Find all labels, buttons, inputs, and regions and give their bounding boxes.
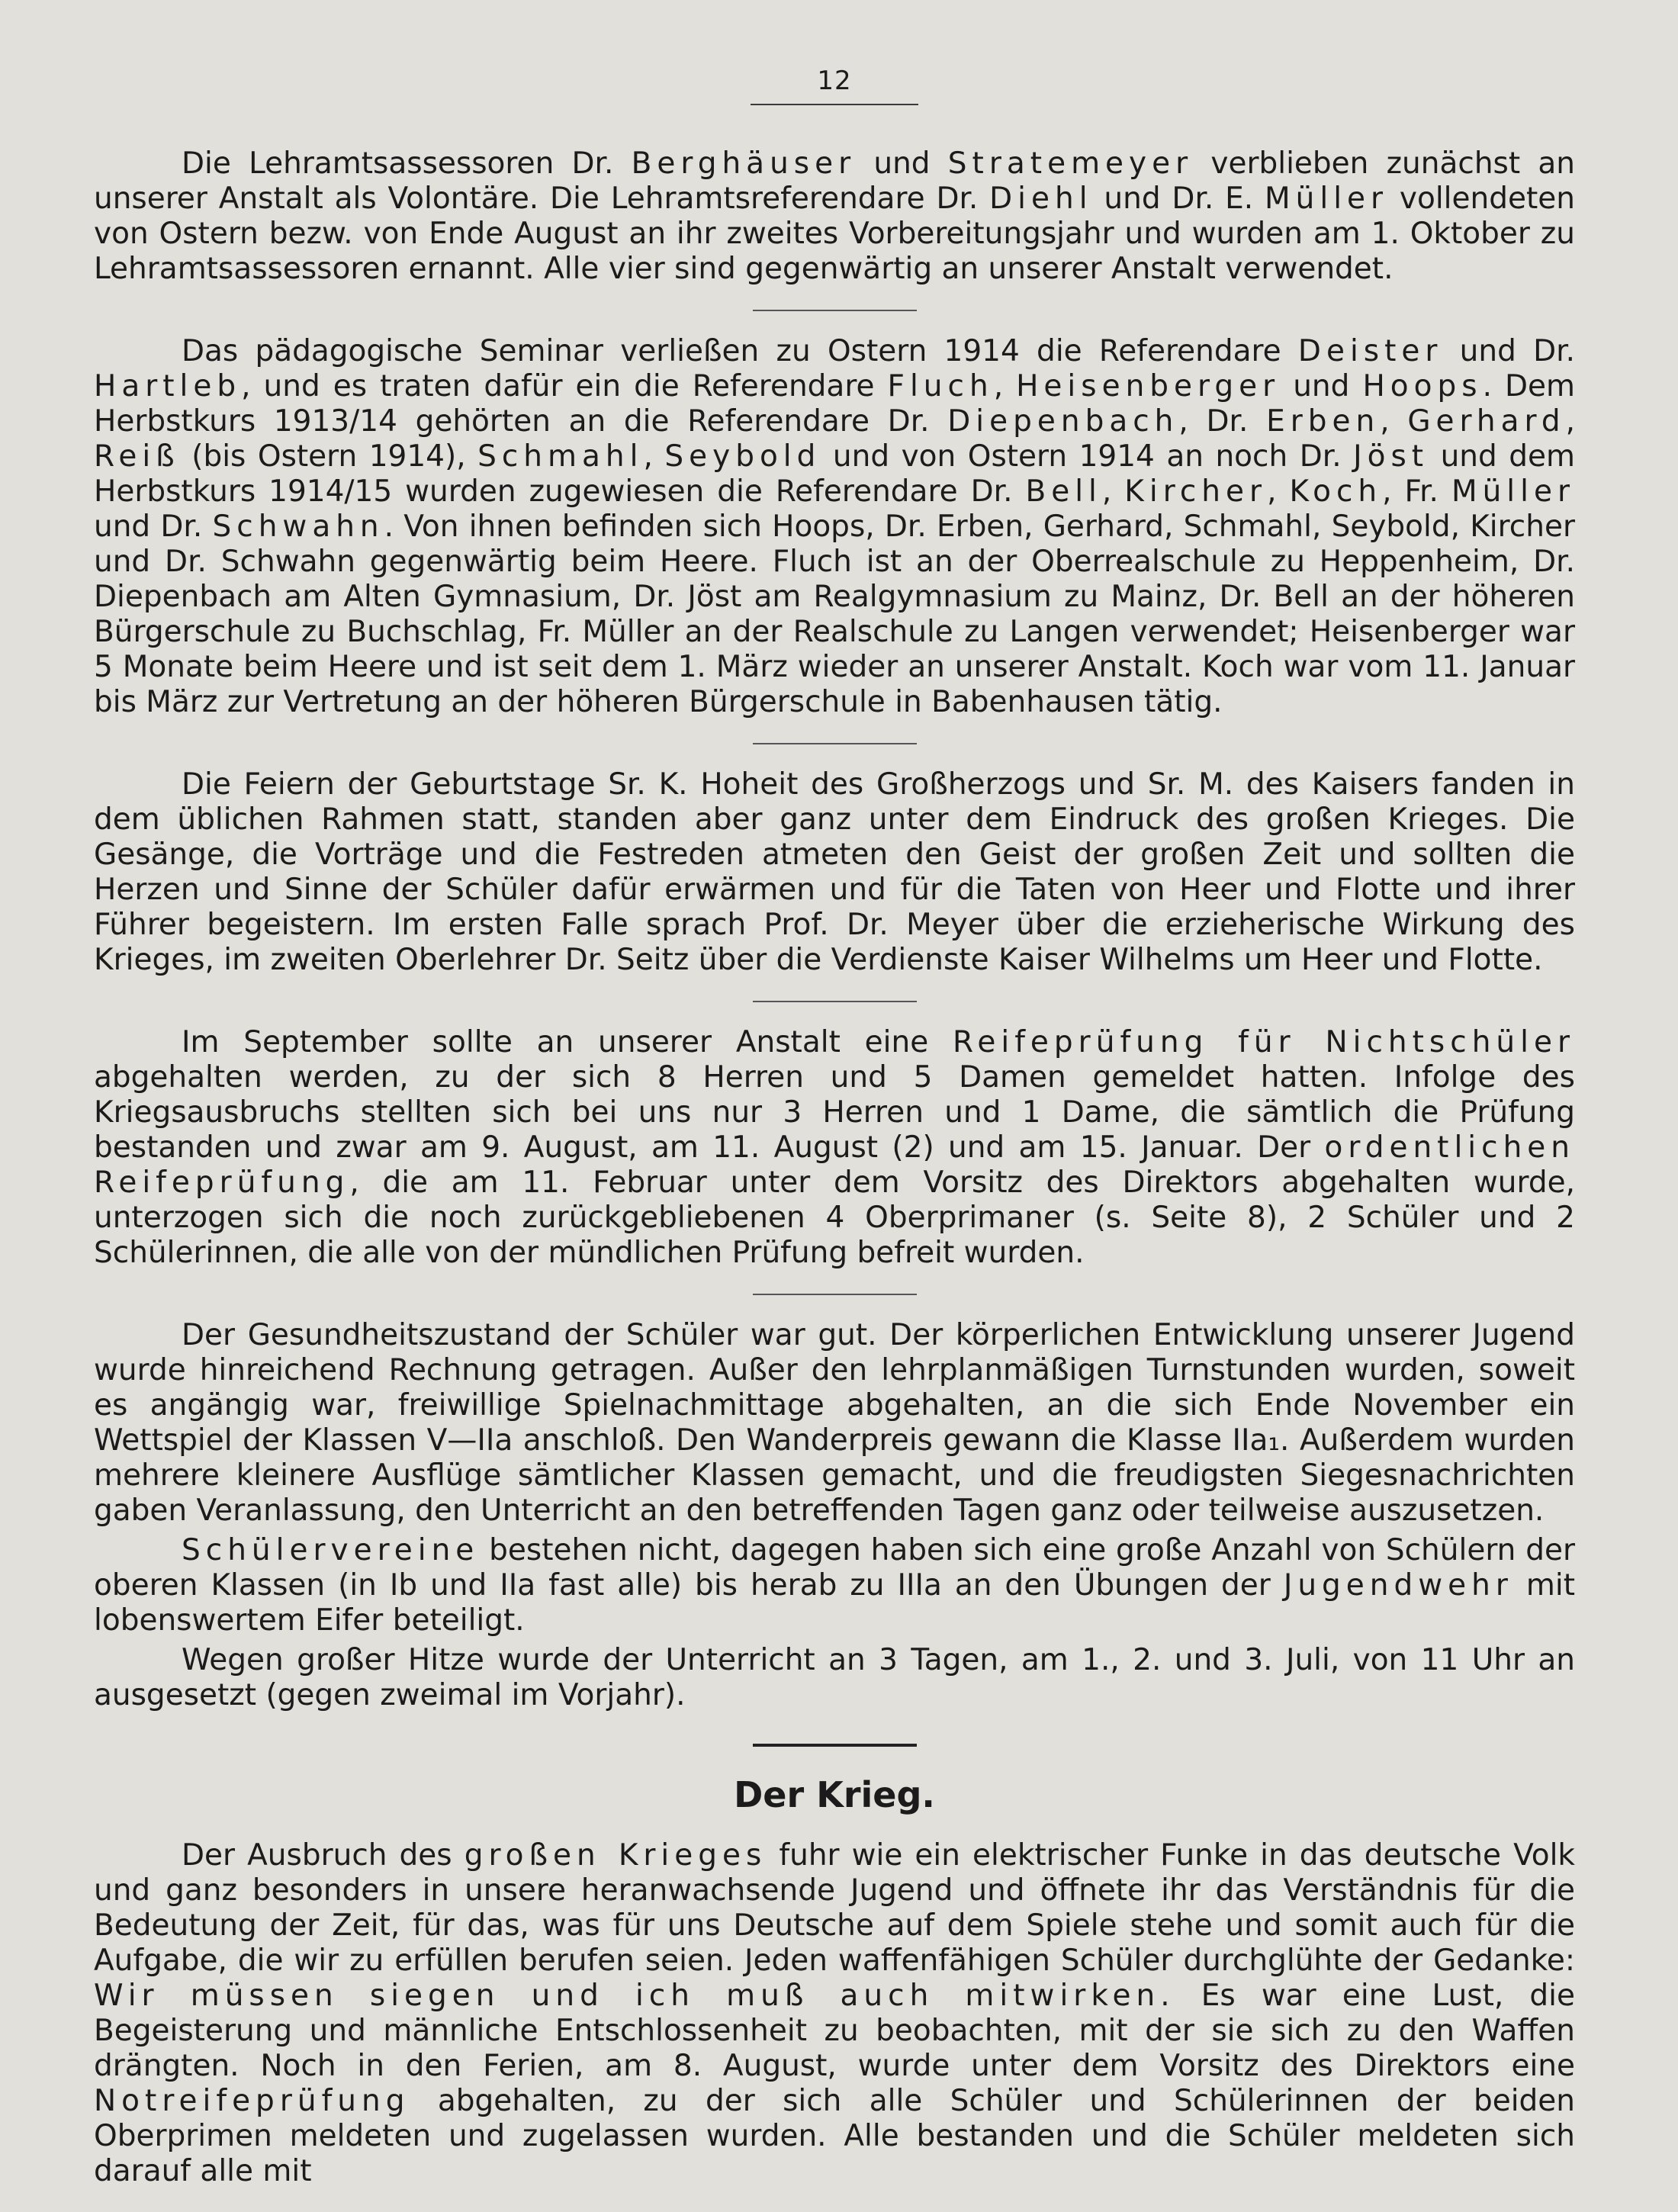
spaced-name: Deister (1297, 334, 1443, 368)
text-run: , (1267, 474, 1290, 509)
spaced-name: Reiß (94, 439, 180, 474)
text-run: und Dr. (1442, 334, 1575, 368)
separator-rule (753, 1001, 917, 1002)
paragraph-krieg (94, 1838, 1575, 2189)
spaced-term: ordentlichen Reifeprüfung (94, 1130, 1575, 1200)
spaced-name: Koch (1289, 474, 1383, 509)
spaced-term: Schülervereine (182, 1533, 480, 1567)
text-run: verblieben zunächst an unserer Anstalt als Volontäre. Die Lehramtsreferendare Dr. (94, 146, 1575, 216)
spaced-name: Müller (1451, 474, 1576, 509)
spaced-term: Wir müssen siegen und ich muß auch mitwirken. (94, 1979, 1175, 2013)
spaced-name: Seybold (664, 439, 821, 474)
paragraph-schuelervereine (94, 1533, 1575, 1638)
text-run: , die am 11. Februar unter dem Vorsitz des Direktors abgehalten wurde, unterzogen sich die noch zurückgebliebenen 4 Oberprimaner (s. Seite 8), 2 Schüler und 2 Schülerinnen, die alle von der mündlichen Prüfung befreit wurden. (94, 1165, 1575, 1270)
text-run: und Dr. E. (1092, 182, 1265, 216)
spaced-name: Hoops (1362, 369, 1483, 403)
spaced-name: Jöst (1353, 439, 1429, 474)
spaced-name: Schwahn (212, 510, 384, 544)
paragraph-hitze: Wegen großer Hitze wurde der Unterricht an 3 Tagen, am 1., 2. und 3. Juli, von 11 Uhr an ausgesetzt (gegen zweimal im Vorjahr). (94, 1643, 1575, 1712)
text-run: , (1565, 404, 1576, 439)
text-run: , Dr. (1178, 404, 1267, 439)
text-run: vollendeten von Ostern bezw. von Ende August an ihr zweites Vorbereitungsjahr und wurden am 1. Oktober zu Lehramtsassessoren ernannt. Alle vier sind gegenwärtig an unserer Anstalt verwendet. (94, 182, 1575, 286)
spaced-name: Gerhard (1407, 404, 1566, 439)
text-run: Es war eine Lust, die Begeisterung und männliche Entschlossenheit zu beobachten, mit der sie sich zu den Waffen drängten. Noch in den Ferien, am 8. August, wurde unter dem Vorsitz des Direktors eine (94, 1979, 1575, 2083)
spaced-name: Müller (1265, 182, 1389, 216)
text-run: und (1280, 369, 1363, 403)
spaced-name: Diepenbach (947, 404, 1179, 439)
paragraph-seminar (94, 334, 1575, 720)
paragraph-feiern: Die Feiern der Geburtstage Sr. K. Hoheit des Großherzogs und Sr. M. des Kaisers fanden in dem üblichen Rahmen statt, standen aber ganz unter dem Eindruck des großen Krieges. Die Gesänge, die Vorträge und die Festreden atmeten den Geist der großen Zeit und sollten die Herzen und Sinne der Schüler dafür erwärmen und für die Taten von Heer und Flotte und ihrer Führer begeistern. Im ersten Falle sprach Prof. Dr. Meyer über die erzieherische Wirkung des Krieges, im zweiten Oberlehrer Dr. Seitz über die Verdienste Kaiser Wilhelms um Heer und Flotte. (94, 767, 1575, 977)
spaced-term: Jugendwehr (1283, 1568, 1513, 1603)
separator-rule (753, 310, 917, 311)
text-run: , Fr. (1382, 474, 1451, 509)
page-number: 12 (817, 66, 852, 96)
page-number-rule (751, 104, 918, 105)
text-run: Die Lehramtsassessoren Dr. (182, 146, 632, 181)
separator-rule (753, 743, 917, 744)
spaced-term: Reifeprüfung für Nichtschüler (953, 1025, 1575, 1059)
spaced-term: großen Krieges (464, 1838, 767, 1873)
text-run: Das pädagogische Seminar verließen zu Ostern 1914 die Referendare (182, 334, 1298, 368)
spaced-name: Kircher (1124, 474, 1268, 509)
text-run: und dem Herbstkurs 1914/15 wurden zugewiesen die Referendare Dr. (94, 439, 1576, 509)
spaced-name: Diehl (989, 182, 1093, 216)
text-run: Der Ausbruch des (182, 1838, 465, 1873)
spaced-name: Fluch (887, 369, 994, 403)
section-heading-krieg: Der Krieg. (734, 1774, 935, 1815)
spaced-name: Heisenberger (1016, 369, 1281, 403)
paragraph-assessoren (94, 146, 1575, 287)
text-run: , (1380, 404, 1408, 439)
text-run: fuhr wie ein elektrischer Funke in das deutsche Volk und ganz besonders in unsere heranwachsende Jugend und öffnete ihr das Verständnis für die Bedeutung der Zeit, für das, was für uns Deutsche auf dem Spiele stehe und somit auch für die Aufgabe, die wir zu erfüllen berufen seien. Jeden waffenfähigen Schüler durchglühte der Gedanke: (94, 1838, 1575, 1978)
text-run: und Dr. (94, 510, 213, 544)
spaced-name: Bell (1025, 474, 1102, 509)
spaced-name: Erben (1266, 404, 1381, 439)
spaced-name: Hartleb (94, 369, 242, 403)
text-run: mit lobenswertem Eifer beteiligt. (94, 1568, 1575, 1638)
spaced-name: Berghäuser (631, 146, 857, 181)
text-run: Im September sollte an unserer Anstalt eine (182, 1025, 953, 1059)
spaced-name: Stratemeyer (947, 146, 1194, 181)
text-run: (bis Ostern 1914), (179, 439, 478, 474)
text-run: , (1101, 474, 1125, 509)
text-run: . Dem Herbstkurs 1913/14 gehörten an die Referendare Dr. (94, 369, 1575, 439)
text-run: und von Ostern 1914 an noch Dr. (821, 439, 1354, 474)
spaced-name: Schmahl (477, 439, 644, 474)
text-run: , und es traten dafür ein die Referendare (241, 369, 888, 403)
text-run: , (993, 369, 1017, 403)
section-rule (753, 1744, 917, 1747)
text-run: abgehalten, zu der sich alle Schüler und Schülerinnen der beiden Oberprimen meldeten und zugelassen wurden. Alle bestanden und die Schüler meldeten sich darauf alle mit (94, 2084, 1575, 2188)
text-run: , (643, 439, 665, 474)
paragraph-reifepruefung (94, 1025, 1575, 1271)
text-run: . Von ihnen befinden sich Hoops, Dr. Erben, Gerhard, Schmahl, Seybold, Kircher und Dr. Schwahn gegenwärtig beim Heere. Fluch ist an der Oberrealschule zu Heppenheim, Dr. Diepenbach am Alten Gymnasium, Dr. Jöst am Realgymnasium zu Mainz, Dr. Bell an der höheren Bürgerschule zu Buchschlag, Fr. Müller an der Realschule zu Langen verwendet; Heisenberger war 5 Monate beim Heere und ist seit dem 1. März wieder an unserer Anstalt. Koch war vom 11. Januar bis März zur Vertretung an der höheren Bürgerschule in Babenhausen tätig. (94, 510, 1575, 719)
spaced-term: Notreifeprüfung (94, 2084, 410, 2118)
text-run: abgehalten werden, zu der sich 8 Herren und 5 Damen gemeldet hatten. Infolge des Kriegsausbruchs stellten sich bei uns nur 3 Herren und 1 Dame, die sämtlich die Prüfung bestanden und zwar am 9. August, am 11. August (2) und am 15. Januar. Der (94, 1060, 1575, 1165)
text-run: bestehen nicht, dagegen haben sich eine große Anzahl von Schülern der oberen Klassen (in Ib und IIa fast alle) bis herab zu IIIa an den Übungen der (94, 1533, 1575, 1603)
paragraph-gesundheit: Der Gesundheitszustand der Schüler war gut. Der körperlichen Entwicklung unserer Jugend wurde hinreichend Rechnung getragen. Außer den lehrplanmäßigen Turnstunden wurden, soweit es angängig war, freiwillige Spielnachmittage abgehalten, an die sich Ende November ein Wettspiel der Klassen V—IIa anschloß. Den Wanderpreis gewann die Klasse IIa₁. Außerdem wurden mehrere kleinere Ausflüge sämtlicher Klassen gemacht, und die freudigsten Siegesnachrichten gaben Veranlassung, den Unterricht an den betreffenden Tagen ganz oder teilweise auszusetzen. (94, 1318, 1575, 1528)
text-run: und (856, 146, 948, 181)
separator-rule (753, 1294, 917, 1295)
